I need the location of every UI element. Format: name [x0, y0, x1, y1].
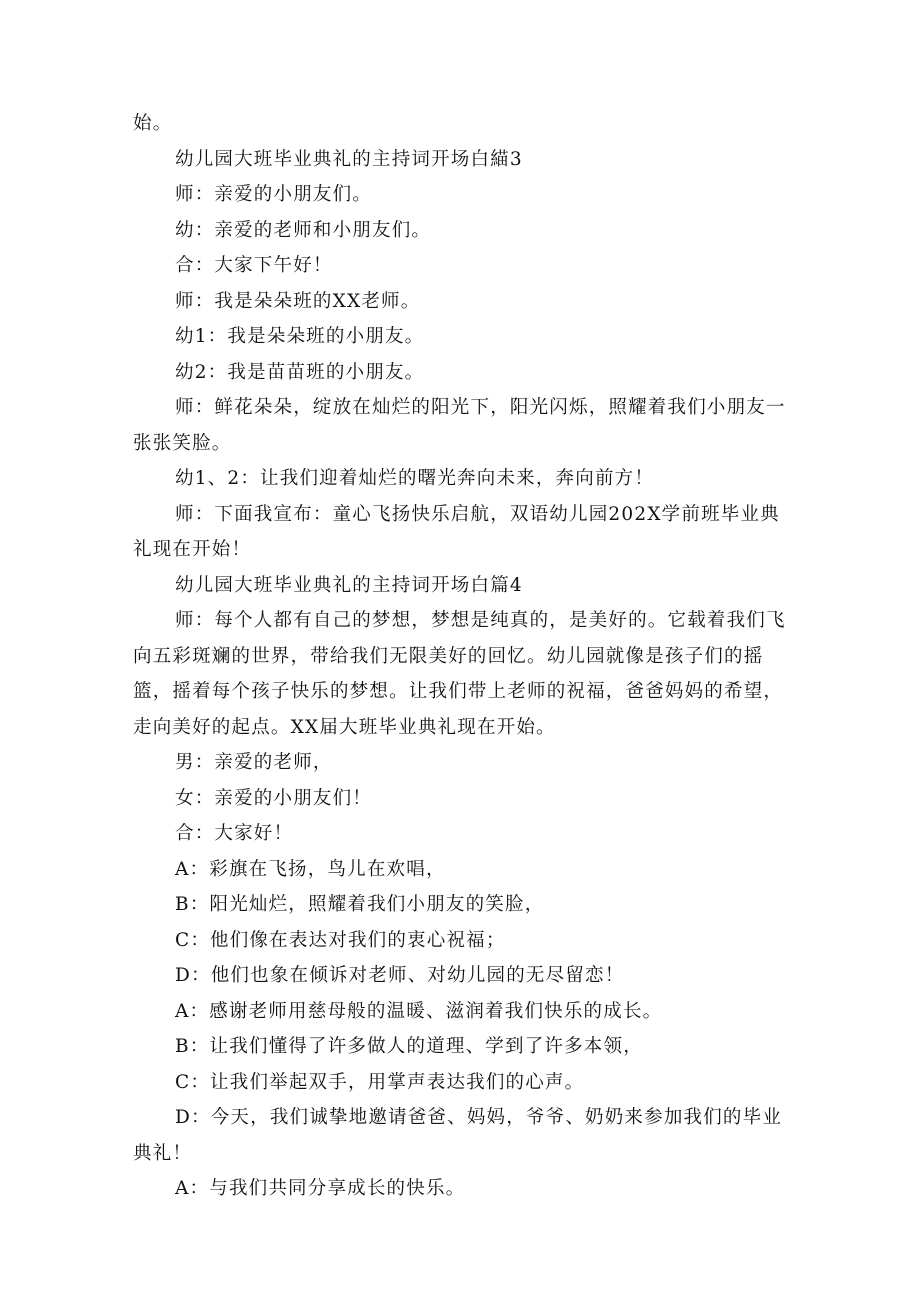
paragraph: 幼1、2：让我们迎着灿烂的曙光奔向未来，奔向前方！	[175, 468, 655, 489]
paragraph: 师：下面我宣布：童心飞扬快乐启航，双语幼儿园202X学前班毕业典礼现在开始！	[133, 503, 780, 560]
paragraph: 幼1：我是朵朵班的小朋友。	[175, 326, 425, 347]
paragraph: 男：亲爱的老师，	[175, 752, 333, 773]
paragraph: 幼2：我是苗苗班的小朋友。	[175, 361, 425, 383]
paragraph: 始。	[133, 113, 173, 134]
paragraph: A：感谢老师用慈母般的温暖、滋润着我们快乐的成长。	[175, 1000, 663, 1022]
paragraph: C：让我们举起双手，用掌声表达我们的心声。	[175, 1071, 585, 1093]
paragraph: 合：大家好！	[175, 823, 294, 844]
paragraph: D：他们也象在倾诉对老师、对幼儿园的无尽留恋！	[175, 965, 625, 986]
paragraph: D：今天，我们诚挚地邀请爸爸、妈妈，爷爷、奶奶来参加我们的毕业典礼！	[133, 1107, 783, 1164]
paragraph: B：阳光灿烂，照耀着我们小朋友的笑脸，	[175, 894, 545, 915]
section-heading: 幼儿园大班毕业典礼的主持词开场白緢3	[175, 148, 523, 170]
paragraph: C：他们像在表达对我们的衷心祝福；	[175, 929, 506, 951]
paragraph: B：让我们懂得了许多做人的道理、学到了许多本领，	[175, 1036, 643, 1057]
paragraph: 师：鲜花朵朵，绽放在灿烂的阳光下，阳光闪烁，照耀着我们小朋友一张张笑脸。	[133, 397, 786, 454]
document-body	[133, 106, 793, 1207]
paragraph: 女：亲爱的小朋友们！	[175, 787, 373, 809]
paragraph: 合：大家下午好！	[175, 255, 333, 276]
paragraph: A：与我们共同分享成长的快乐。	[175, 1178, 466, 1199]
paragraph: 师：亲爱的小朋友们。	[175, 184, 373, 205]
section-heading: 幼儿园大班毕业典礼的主持词开场白篇4	[175, 574, 523, 596]
paragraph: A：彩旗在飞扬，鸟儿在欢唱，	[175, 858, 446, 880]
paragraph: 师：我是朵朵班的XX老师。	[175, 290, 421, 312]
paragraph: 师：每个人都有自己的梦想，梦想是纯真的，是美好的。它载着我们飞向五彩斑斓的世界，带给我们无限美好的回忆。幼儿园就像是孩子们的摇篮，摇着每个孩子快乐的梦想。让我们带上老师的祝福，爸爸妈妈的希望，走向美好的起点。XX届大班毕业典礼现在开始。	[133, 610, 786, 738]
paragraph: 幼：亲爱的老师和小朋友们。	[175, 219, 432, 241]
